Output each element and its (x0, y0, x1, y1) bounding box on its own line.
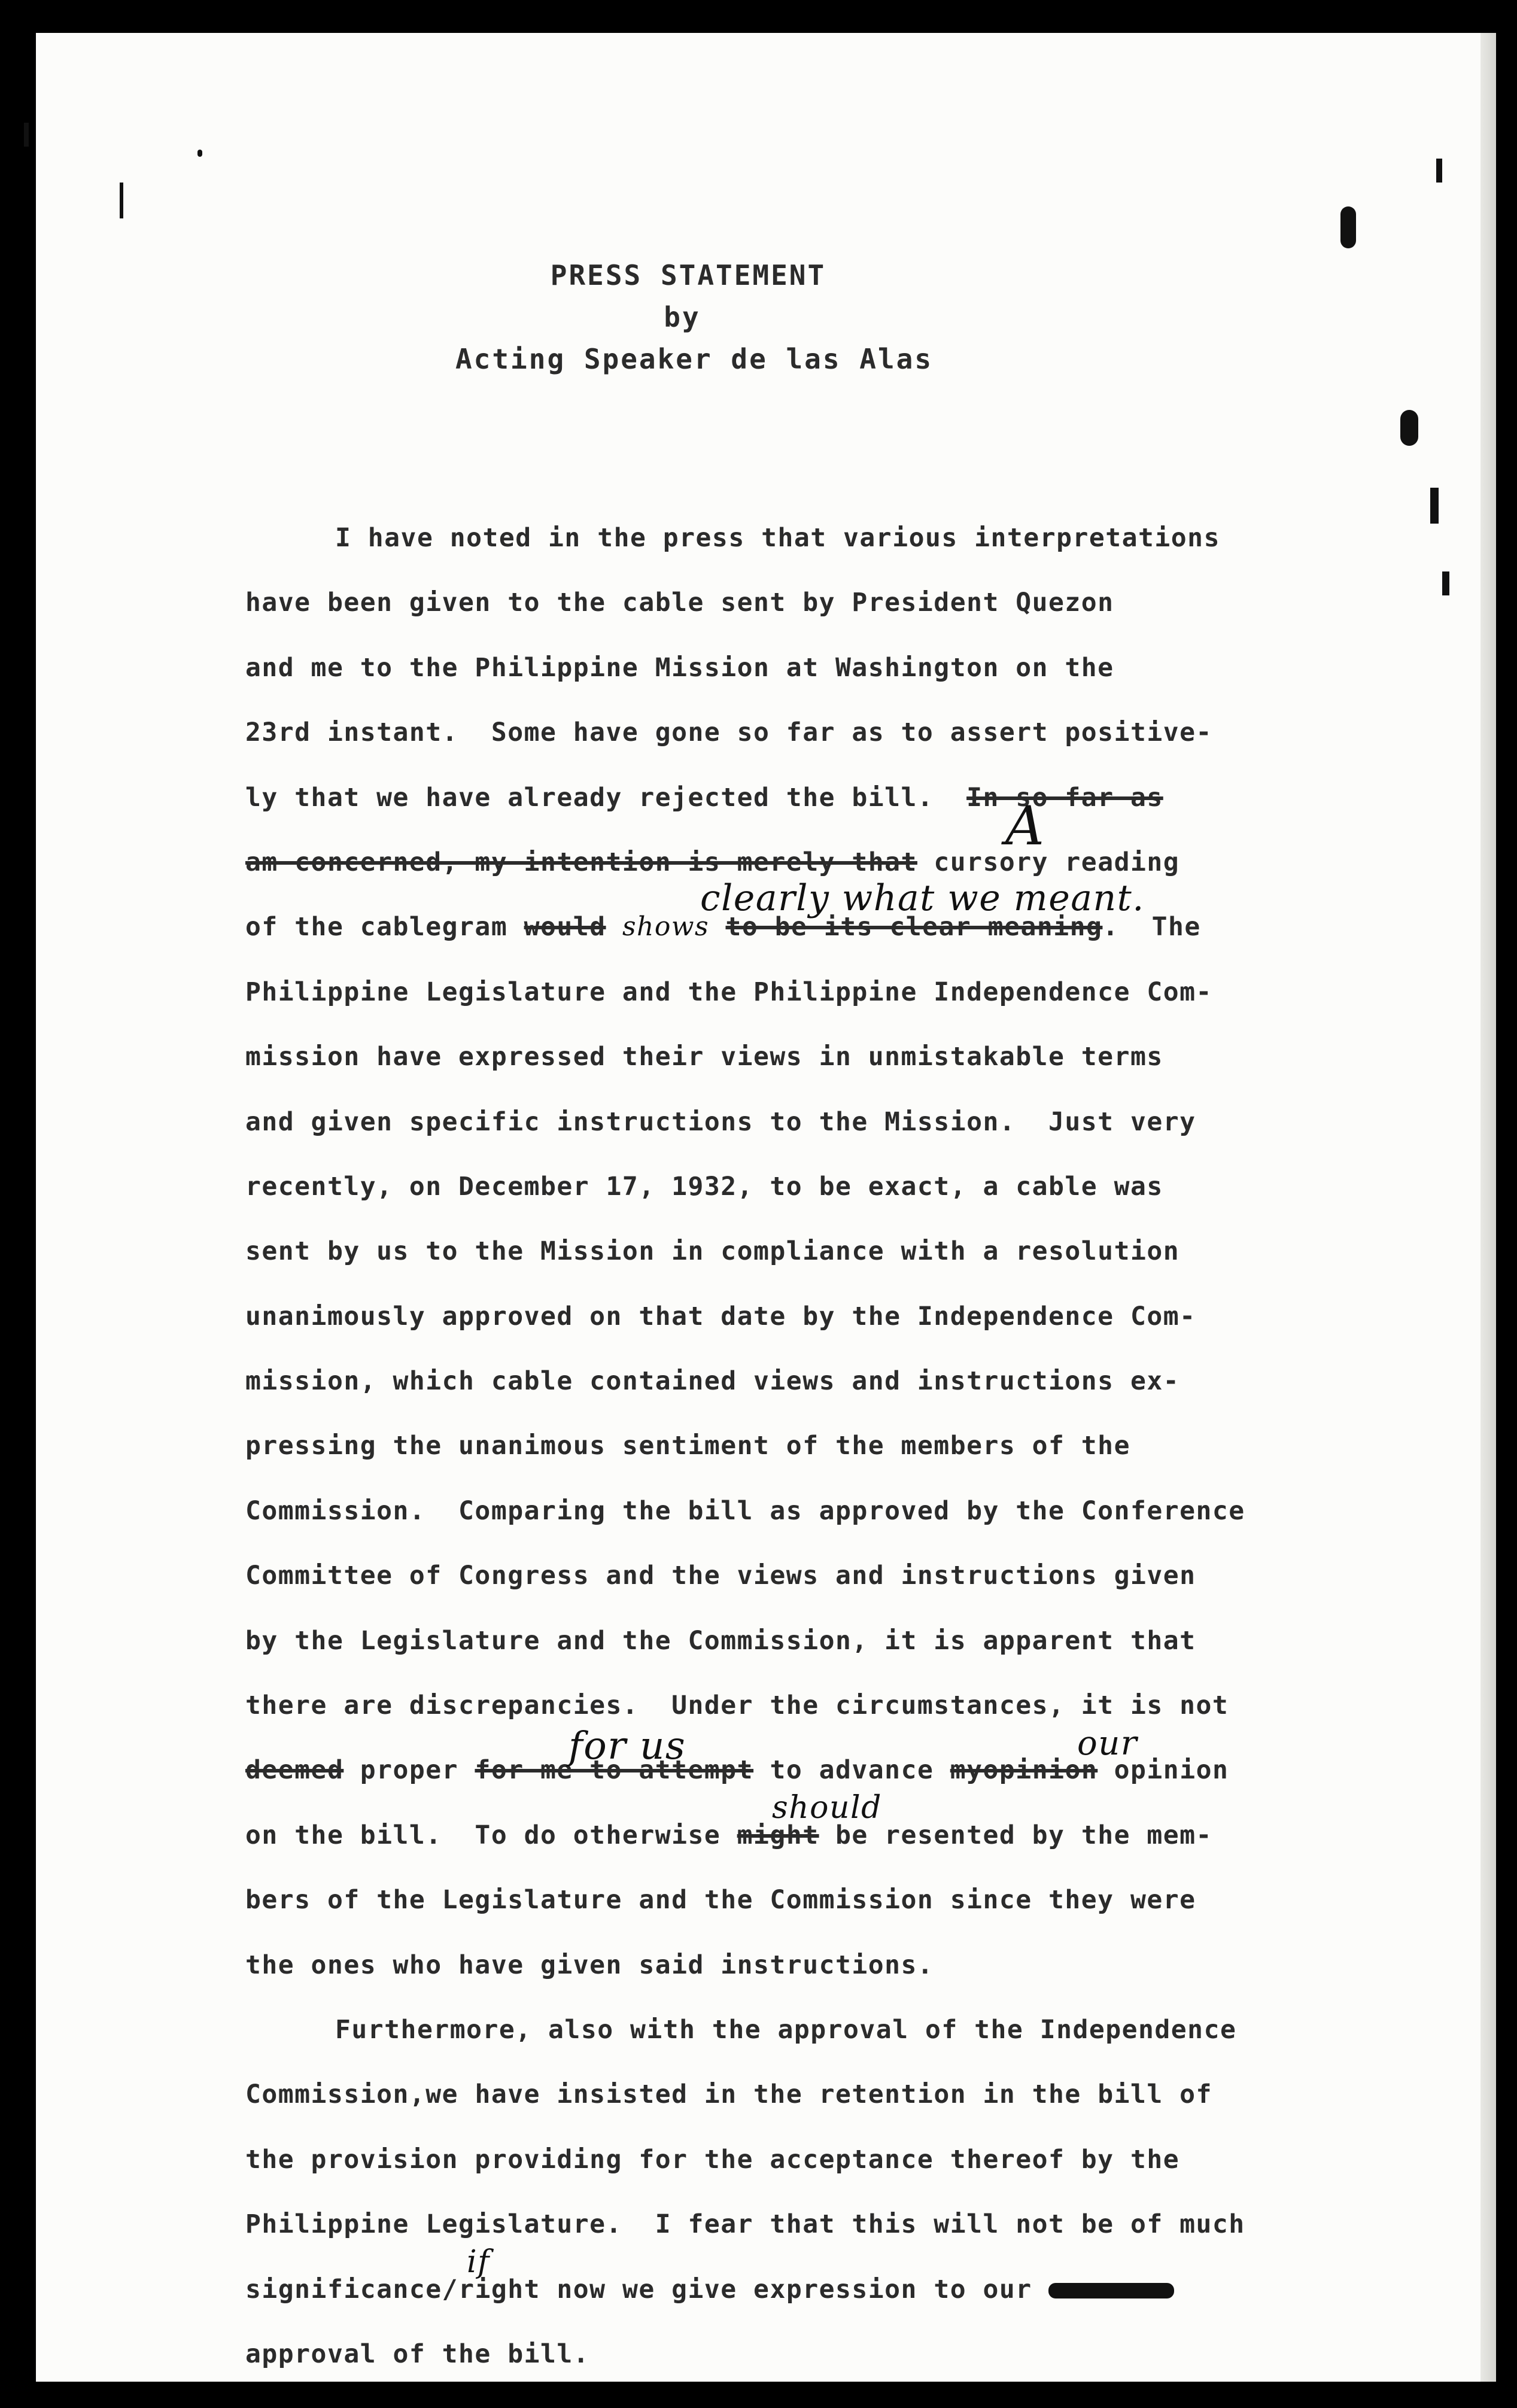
text-line: pressing the unanimous sentiment of the members of the (245, 1431, 1130, 1461)
struck-text: would (524, 912, 606, 942)
text-line: approval of the bill. (245, 2339, 590, 2369)
text-line: Philippine Legislature and the Philippine Independence Com- (245, 977, 1212, 1007)
ink-mark (1400, 410, 1418, 446)
text-segment: ly that we have already rejected the bill. (245, 782, 934, 813)
text-line: and me to the Philippine Mission at Washington on the (245, 652, 1114, 683)
text-line: Committee of Congress and the views and instructions given (245, 1561, 1196, 1591)
text-line: mission, which cable contained views and instructions ex- (245, 1366, 1180, 1397)
text-line (245, 1789, 1370, 1868)
handwritten-insert: should (772, 1789, 882, 1826)
title-by: by (664, 301, 701, 333)
page-edge (1480, 33, 1496, 2382)
text-segment: opinion (1114, 1755, 1229, 1786)
text-line: significance/right now we give expression to our if (245, 2257, 1370, 2322)
document-title: PRESS STATEMENT (550, 259, 826, 291)
struck-text: might (737, 1820, 819, 1850)
handwritten-insert: for us (569, 1724, 686, 1769)
text-line: and given specific instructions to the Mission. Just very (245, 1106, 1196, 1137)
title-block (36, 254, 1496, 380)
text-line: unanimously approved on that date by the Independence Com- (245, 1301, 1196, 1331)
text-segment: cursory reading (934, 847, 1180, 877)
text-line: there are discrepancies. Under the circumstances, it is not (245, 1691, 1229, 1721)
struck-text: to be its clear meaning (725, 912, 1103, 942)
text-line: sent by us to the Mission in compliance with a resolution (245, 1236, 1180, 1267)
ink-scribble (1048, 2283, 1174, 2298)
handwritten-insert: our (1077, 1724, 1138, 1764)
ink-mark (1436, 159, 1442, 183)
ink-mark (1442, 571, 1449, 595)
text-line: by the Legislature and the Commission, it is apparent that (245, 1625, 1196, 1656)
text-line: the ones who have given said instructions. (245, 1950, 934, 1980)
text-line: bers of the Legislature and the Commission since they were (245, 1885, 1196, 1916)
text-segment: be resented by the mem- (835, 1820, 1212, 1850)
text-line: have been given to the cable sent by President Quezon (245, 588, 1114, 618)
handwritten-insert: A (1005, 794, 1045, 858)
body-text (245, 506, 1370, 2386)
struck-text: for me to attempt (475, 1755, 754, 1786)
ink-mark (120, 183, 123, 218)
ink-mark (1340, 206, 1356, 248)
text-line: Commission. Comparing the bill as approved by the Conference (245, 1495, 1245, 1526)
struck-text: deemed (245, 1755, 344, 1786)
text-segment: significance (245, 2274, 442, 2304)
ink-mark (24, 123, 29, 147)
text-segment: to advance (770, 1755, 934, 1786)
text-segment: of the cablegram (245, 912, 508, 942)
text-line: 23rd instant. Some have gone so far as to assert positive- (245, 717, 1212, 748)
text-line (245, 765, 1370, 830)
author-line: Acting Speaker de las Alas (455, 343, 934, 375)
document-page (36, 33, 1496, 2382)
handwritten-insert: if (467, 2243, 490, 2280)
text-segment: we have insisted in the retention in the bill of (425, 2079, 1212, 2110)
text-line: mission have expressed their views in unmistakable terms (245, 1042, 1163, 1072)
text-segment: proper (360, 1755, 459, 1786)
text-line: Furthermore, also with the approval of the Independence (335, 2014, 1237, 2045)
text-line: the provision providing for the acceptance thereof by the (245, 2144, 1180, 2175)
text-line: of the cablegram would shows to be its clear meaning. The clearly what we meant. (245, 895, 1370, 959)
text-segment: on the bill. To do otherwise (245, 1820, 721, 1850)
handwritten-insert: clearly what we meant. (700, 877, 1145, 920)
text-line: Philippine Legislature. I fear that this will not be of much (245, 2209, 1245, 2240)
text-line: recently, on December 17, 1932, to be exact, a cable was (245, 1171, 1163, 1202)
ink-mark (197, 150, 202, 157)
text-segment: Commission, (245, 2079, 426, 2110)
text-line: I have noted in the press that various interpretations (335, 523, 1220, 553)
ink-mark (1430, 488, 1439, 524)
struck-text: am concerned, my intention is merely that (245, 847, 917, 877)
handwritten-insert: shows (622, 911, 710, 942)
struck-text: myopinion (950, 1755, 1098, 1786)
text-line (245, 2062, 1370, 2127)
text-segment: right now we give expression to our (458, 2274, 1032, 2304)
struck-text: In so far as (966, 782, 1163, 813)
